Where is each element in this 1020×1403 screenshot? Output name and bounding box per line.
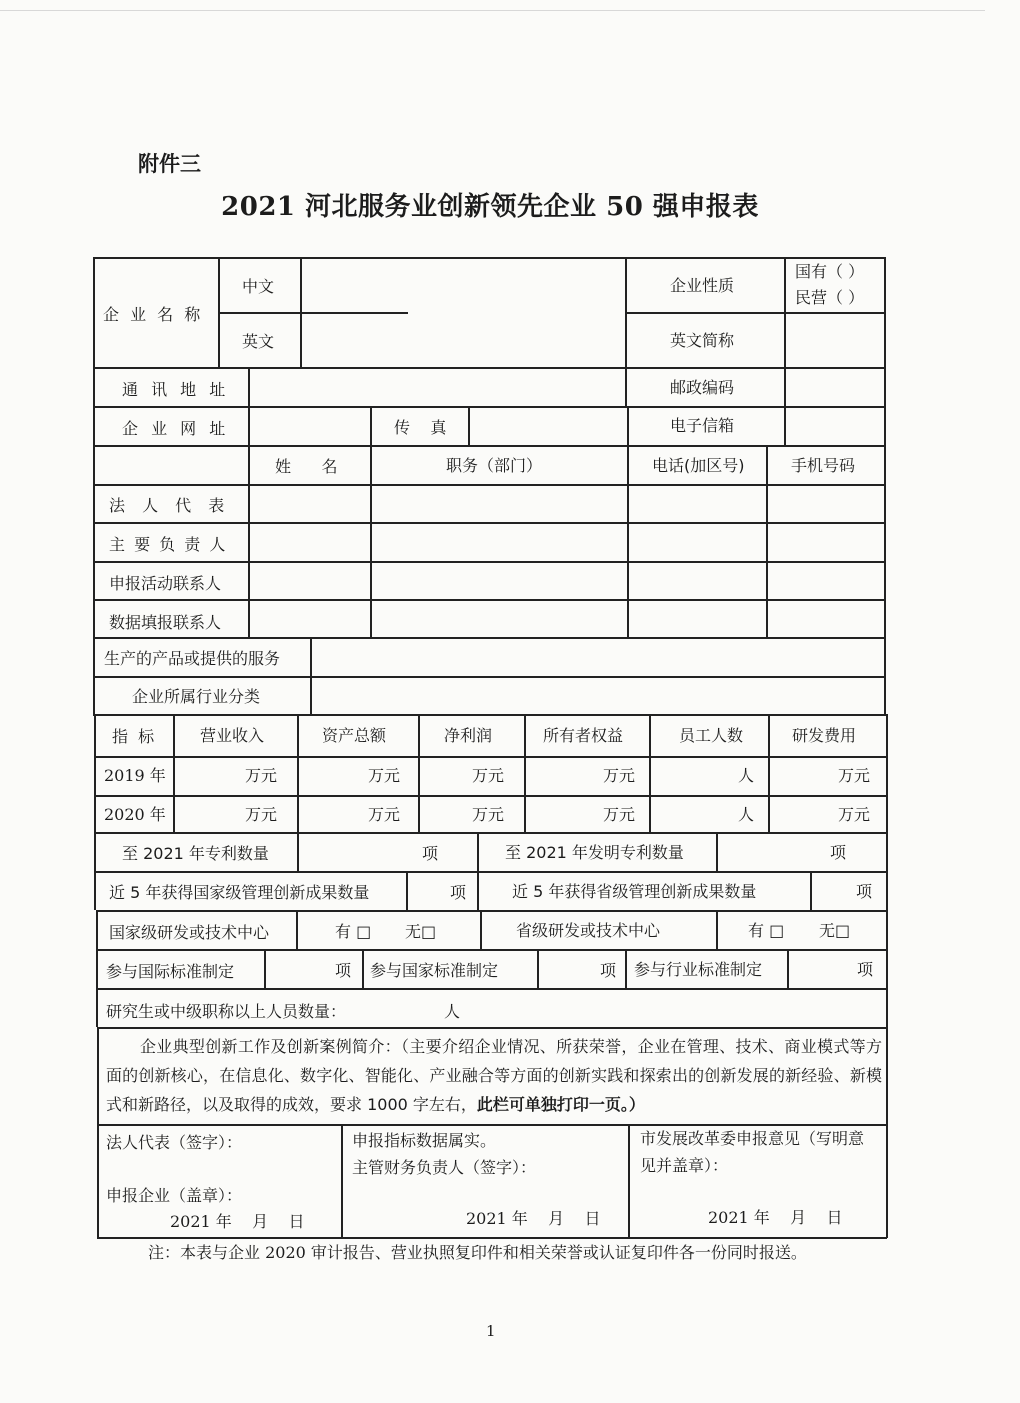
- national-innovation-label: 近 5 年获得国家级管理创新成果数量: [109, 883, 370, 902]
- unit-cell: 万元: [245, 805, 278, 824]
- v-rule: [300, 257, 302, 367]
- person-unit: 人: [444, 1002, 461, 1021]
- date-3: 2021 年 月 日: [708, 1208, 843, 1227]
- h-rule: [97, 1124, 887, 1126]
- nature-option-state[interactable]: 国有（ ）: [795, 262, 865, 281]
- page-number: 1: [486, 1322, 496, 1340]
- contact-header-phone: 电话(加区号): [652, 456, 745, 475]
- v-rule: [477, 871, 479, 910]
- industry-standard-label: 参与行业标准制定: [634, 960, 763, 979]
- company-name-label: 企 业 名 称: [103, 305, 204, 324]
- date-2: 2021 年 月 日: [466, 1209, 601, 1228]
- contact-row-head: 主 要 负 责 人: [109, 535, 228, 554]
- unit-cell: 万元: [368, 766, 401, 785]
- sign-dev-line1: 市发展改革委申报意见（写明意: [640, 1129, 865, 1148]
- v-rule: [537, 949, 539, 988]
- indicator-employees: 员工人数: [679, 726, 744, 745]
- h-rule: [96, 910, 887, 912]
- h-rule: [625, 312, 885, 314]
- item-unit: 项: [857, 960, 874, 979]
- v-rule: [716, 832, 718, 871]
- table-border-left: [93, 257, 95, 714]
- v-rule: [370, 406, 372, 637]
- sign-dev-line2: 见并盖章）：: [640, 1156, 729, 1175]
- item-unit: 项: [830, 843, 847, 862]
- v-rule: [766, 445, 768, 637]
- v-rule: [628, 1124, 630, 1237]
- table-border-right: [886, 714, 888, 1238]
- industry-label: 企业所属行业分类: [132, 687, 261, 706]
- indicator-rd: 研发费用: [792, 726, 857, 745]
- h-rule: [93, 367, 885, 369]
- contact-header-mobile: 手机号码: [791, 456, 856, 475]
- year-2020: 2020 年: [104, 805, 166, 824]
- h-rule: [93, 676, 885, 678]
- table-border-left: [94, 714, 96, 910]
- v-rule: [625, 949, 627, 988]
- english-abbr-label: 英文简称: [670, 331, 735, 350]
- v-rule: [627, 406, 629, 637]
- table-border-left: [97, 1027, 99, 1238]
- national-rd-label: 国家级研发或技术中心: [109, 923, 270, 942]
- email-label: 电子信箱: [670, 416, 735, 435]
- intro-text: 企业典型创新工作及创新案例简介：（主要介绍企业情况、所获荣誉，企业在管理、技术、商业模式等方面的创新核心，在信息化、数字化、智能化、产业融合等方面的创新实践和探索出的创新发展的新经验、新模式和新路径，以及取得的成效，要求 1000 字左右，: [106, 1037, 882, 1114]
- table-border-top: [93, 257, 885, 259]
- v-rule: [264, 949, 266, 988]
- company-nature-label: 企业性质: [670, 276, 735, 295]
- item-unit: 项: [856, 882, 873, 901]
- unit-cell: 万元: [368, 805, 401, 824]
- v-rule: [297, 714, 299, 871]
- v-rule: [418, 714, 420, 832]
- indicator-revenue: 营业收入: [200, 726, 265, 745]
- footnote: 注：本表与企业 2020 审计报告、营业执照复印件和相关荣誉或认证复印件各一份同时报送。: [148, 1243, 807, 1262]
- national-standard-label: 参与国家标准制定: [370, 961, 499, 980]
- v-rule: [477, 832, 479, 871]
- h-rule: [97, 1027, 887, 1029]
- contact-row-legal: 法 人 代 表: [109, 496, 231, 515]
- contact-row-data: 数据填报联系人: [109, 613, 222, 632]
- v-rule: [468, 406, 470, 445]
- item-unit: 项: [422, 844, 439, 863]
- fax-label: 传 真: [394, 418, 447, 437]
- website-label: 企 业 网 址: [122, 419, 230, 438]
- graduate-count-label: 研究生或中级职称以上人员数量：: [106, 1002, 347, 1021]
- indicator-header: 指 标: [112, 727, 155, 746]
- sign-finance: 主管财务负责人（签字）：: [352, 1158, 537, 1177]
- v-rule: [362, 949, 364, 988]
- h-rule: [97, 988, 887, 990]
- intro-bold-note: 此栏可单独打印一页。）: [476, 1095, 645, 1114]
- innovation-intro: [106, 1032, 882, 1119]
- unit-cell: 人: [738, 766, 755, 785]
- h-rule: [218, 312, 408, 314]
- indicator-assets: 资产总额: [322, 726, 387, 745]
- products-label: 生产的产品或提供的服务: [104, 649, 281, 668]
- contact-header-name: 姓 名: [275, 457, 338, 476]
- sign-legal: 法人代表（签字）：: [106, 1133, 243, 1152]
- v-rule: [480, 910, 482, 949]
- unit-cell: 万元: [245, 766, 278, 785]
- unit-cell: 万元: [603, 766, 636, 785]
- table-border-left: [96, 910, 98, 1027]
- date-1: 2021 年 月 日: [170, 1212, 305, 1231]
- chinese-name-label: 中文: [242, 277, 275, 296]
- v-rule: [768, 714, 770, 832]
- unit-cell: 万元: [603, 805, 636, 824]
- provincial-rd-has-checkbox[interactable]: 有 □: [748, 921, 785, 940]
- sign-company: 申报企业（盖章）：: [106, 1186, 243, 1205]
- provincial-innovation-label: 近 5 年获得省级管理创新成果数量: [512, 882, 757, 901]
- attachment-label: 附件三: [138, 152, 201, 176]
- contact-row-applicant: 申报活动联系人: [109, 574, 222, 593]
- v-rule: [787, 949, 789, 988]
- form-title: 2021 河北服务业创新领先企业 50 强申报表: [221, 192, 759, 222]
- v-rule: [296, 910, 298, 949]
- v-rule: [625, 257, 627, 367]
- intl-standard-label: 参与国际标准制定: [106, 962, 235, 981]
- v-rule: [625, 367, 627, 406]
- invention-patents-label: 至 2021 年发明专利数量: [505, 843, 684, 862]
- h-rule: [95, 832, 887, 834]
- v-rule: [649, 714, 651, 832]
- unit-cell: 人: [738, 805, 755, 824]
- nature-option-private[interactable]: 民营（ ）: [795, 288, 865, 307]
- h-rule: [95, 871, 887, 873]
- unit-cell: 万元: [838, 766, 871, 785]
- provincial-rd-label: 省级研发或技术中心: [516, 921, 661, 940]
- v-rule: [784, 257, 786, 367]
- unit-cell: 万元: [472, 805, 505, 824]
- national-rd-has-checkbox[interactable]: 有 □: [335, 922, 372, 941]
- indicator-equity: 所有者权益: [543, 726, 624, 745]
- item-unit: 项: [335, 961, 352, 980]
- patents-label: 至 2021 年专利数量: [122, 844, 269, 863]
- contact-header-position: 职务（部门）: [446, 456, 543, 475]
- provincial-rd-no-checkbox[interactable]: 无□: [819, 921, 851, 940]
- english-name-label: 英文: [242, 332, 275, 351]
- v-rule: [784, 367, 786, 445]
- v-rule: [310, 637, 312, 714]
- v-rule: [218, 257, 220, 367]
- v-rule: [810, 871, 812, 910]
- unit-cell: 万元: [838, 805, 871, 824]
- h-rule: [93, 637, 885, 639]
- item-unit: 项: [600, 961, 617, 980]
- v-rule: [341, 1124, 343, 1237]
- item-unit: 项: [450, 883, 467, 902]
- unit-cell: 万元: [472, 766, 505, 785]
- indicator-profit: 净利润: [444, 726, 493, 745]
- table-border-bottom: [97, 1237, 887, 1239]
- v-rule: [248, 367, 250, 637]
- sign-true: 申报指标数据属实。: [352, 1131, 497, 1150]
- v-rule: [173, 714, 175, 832]
- v-rule: [716, 910, 718, 949]
- national-rd-no-checkbox[interactable]: 无□: [405, 922, 437, 941]
- table-border-right: [884, 257, 886, 714]
- v-rule: [406, 871, 408, 910]
- address-label: 通 讯 地 址: [122, 380, 230, 399]
- postcode-label: 邮政编码: [670, 378, 735, 397]
- scan-edge: [0, 10, 985, 11]
- v-rule: [524, 714, 526, 832]
- year-2019: 2019 年: [104, 766, 166, 785]
- h-rule: [93, 406, 885, 408]
- h-rule: [96, 949, 887, 951]
